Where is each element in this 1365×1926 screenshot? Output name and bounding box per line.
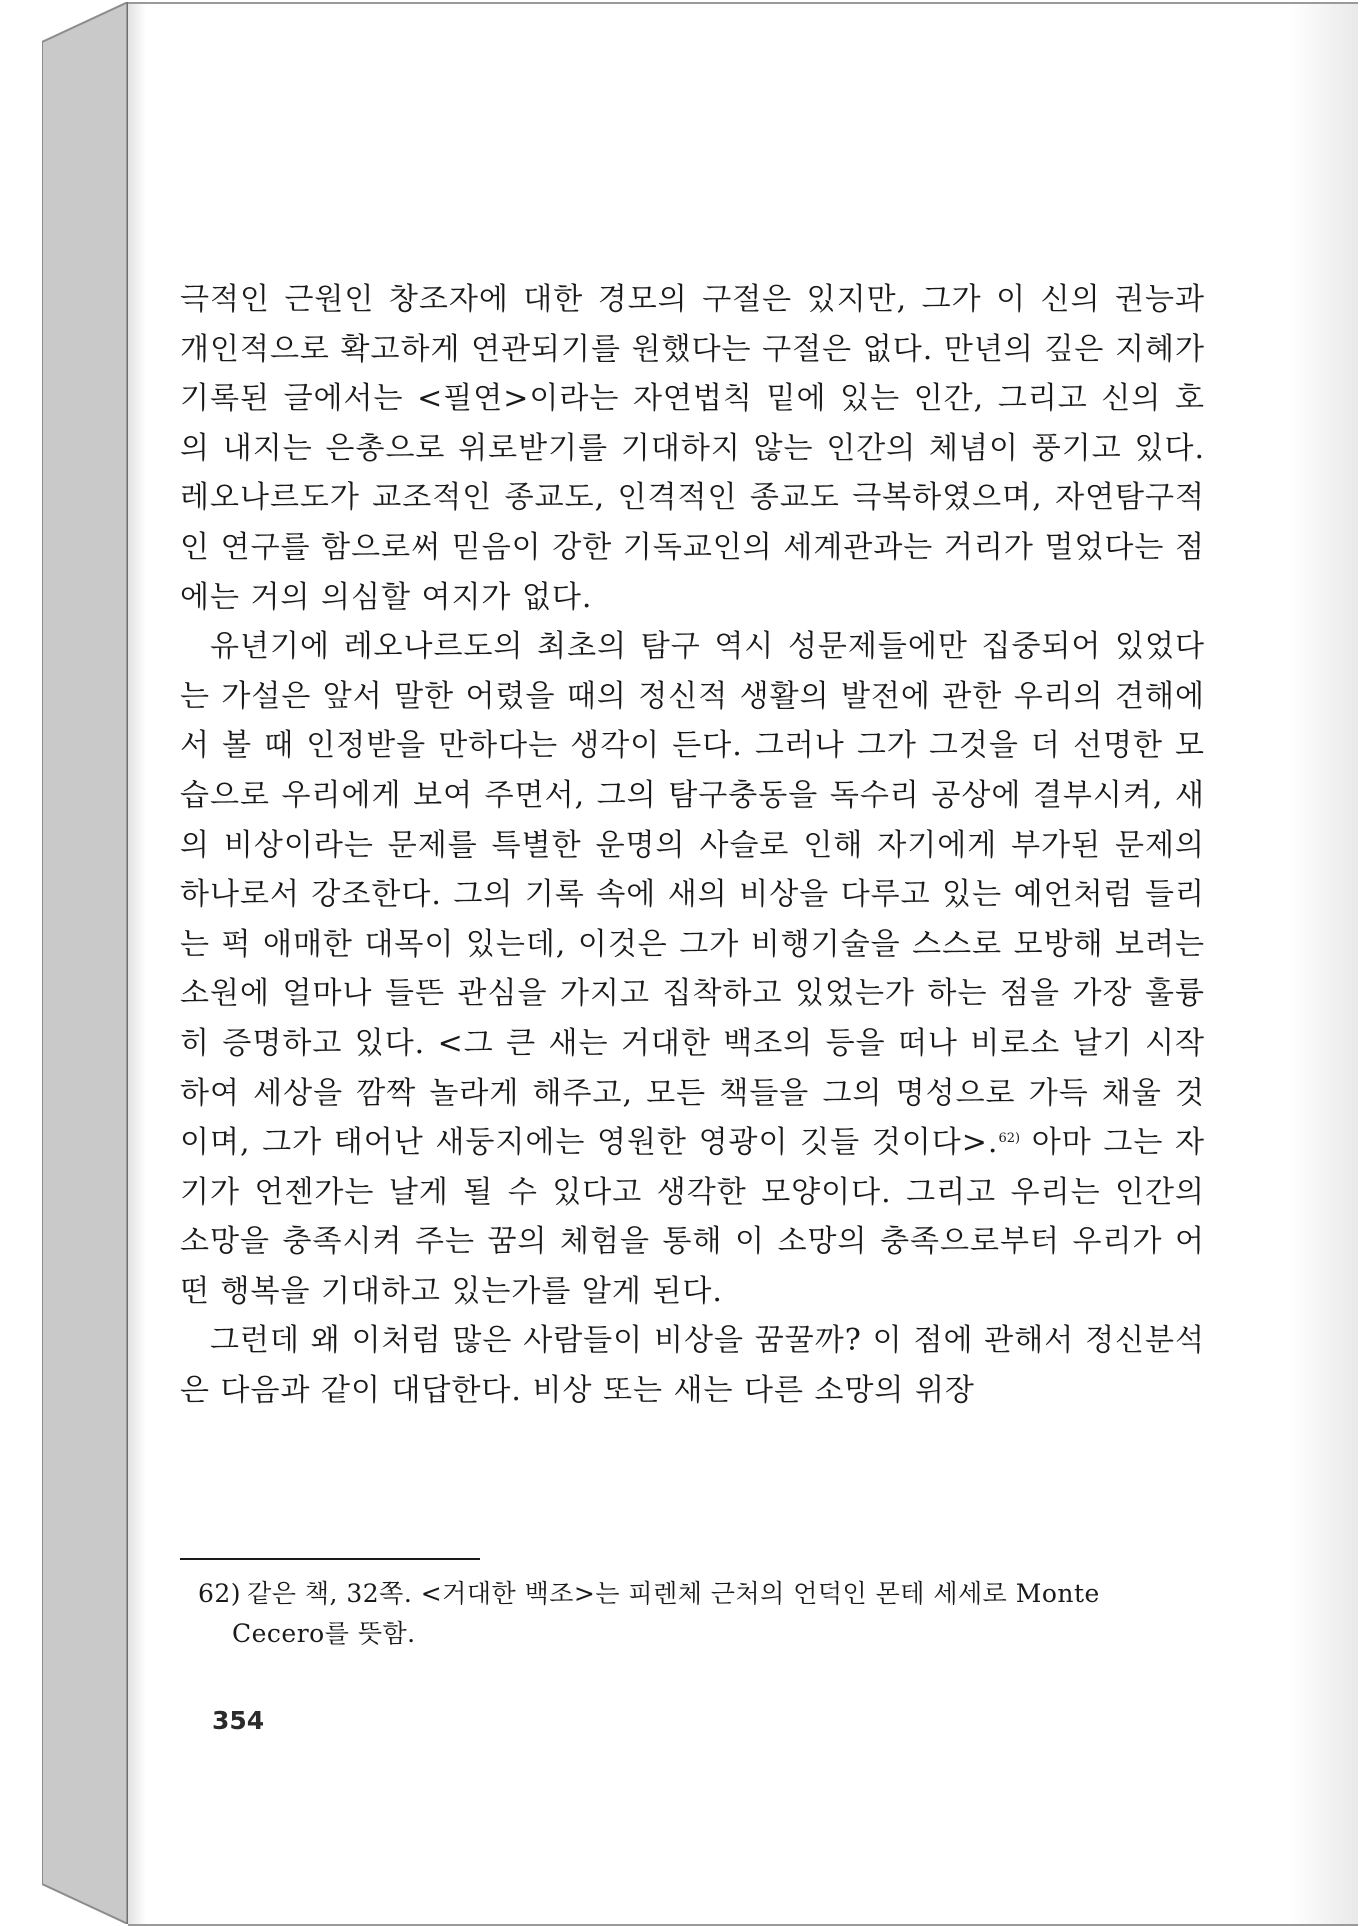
book-spine <box>42 2 128 1924</box>
footnote-divider <box>180 1558 480 1560</box>
paragraph-3: 그런데 왜 이처럼 많은 사람들이 비상을 꿈꿀까? 이 점에 관해서 정신분석은 다음과 같이 대답한다. 비상 또는 새는 다른 소망의 위장 <box>180 1323 1205 1409</box>
page-number: 354 <box>212 1706 265 1735</box>
paragraph-2-text: 유년기에 레오나르도의 최초의 탐구 역시 성문제들에만 집중되어 있었다는 가설은 앞서 말한 어렸을 때의 정신적 생활의 발전에 관한 우리의 견해에서 볼 때 인정받을 만하다는 생각이 든다. 그러나 그가 그것을 더 선명한 모습으로 우리에게 보여 주면서, 그의 탐구충동을 독수리 공상에 결부시켜, 새의 비상이라는 문제를 특별한 운명의 사슬로 인해 자기에게 부가된 문제의 하나로서 강조한다. 그의 기록 속에 새의 비상을 다루고 있는 예언처럼 들리는 퍽 애매한 대목이 있는데, 이것은 그가 비행기술을 스스로 모방해 보려는 소원에 얼마나 들뜬 관심을 가지고 집착하고 있었는가 하는 점을 가장 훌륭히 증명하고 있다. <그 큰 새는 거대한 백조의 등을 떠나 비로소 날기 시작하여 세상을 깜짝 놀라게 해주고, 모든 책들을 그의 명성으로 가득 채울 것이며, 그가 태어난 새둥지에는 영원한 영광이 깃들 것이다>. <box>180 629 1205 1161</box>
page-gutter-shadow <box>128 4 146 1924</box>
page-edge-shadow <box>1288 4 1358 1924</box>
footnote-reference: 62) <box>998 1131 1021 1147</box>
footnote-text: 같은 책, 32쪽. <거대한 백조>는 피렌체 근처의 언덕인 몬테 세세로 Monte <box>247 1579 1100 1608</box>
paragraph-2 <box>180 622 1205 1316</box>
body-text <box>180 275 1205 1416</box>
footnote-number: 62) <box>198 1579 242 1608</box>
paragraph-1: 극적인 근원인 창조자에 대한 경모의 구절은 있지만, 그가 이 신의 권능과 개인적으로 확고하게 연관되기를 원했다는 구절은 없다. 만년의 깊은 지혜가 기록된 글에서는 <필연>이라는 자연법칙 밑에 있는 인간, 그리고 신의 호의 내지는 은총으로 위로받기를 기대하지 않는 인간의 체념이 풍기고 있다. 레오나르도가 교조적인 종교도, 인격적인 종교도 극복하였으며, 자연탐구적인 연구를 함으로써 믿음이 강한 기독교인의 세계관과는 거리가 멀었다는 점에는 거의 의심할 여지가 없다. <box>180 282 1205 615</box>
paragraph-2-continuation: 아마 그는 자기가 언젠가는 날게 될 수 있다고 생각한 모양이다. 그리고 우리는 인간의 소망을 충족시켜 주는 꿈의 체험을 통해 이 소망의 충족으로부터 우리가 어떤 행복을 기대하고 있는가를 알게 된다. <box>180 1125 1205 1309</box>
footnote-continuation: Cecero를 뜻함. <box>232 1619 416 1648</box>
footnote <box>198 1574 1205 1654</box>
